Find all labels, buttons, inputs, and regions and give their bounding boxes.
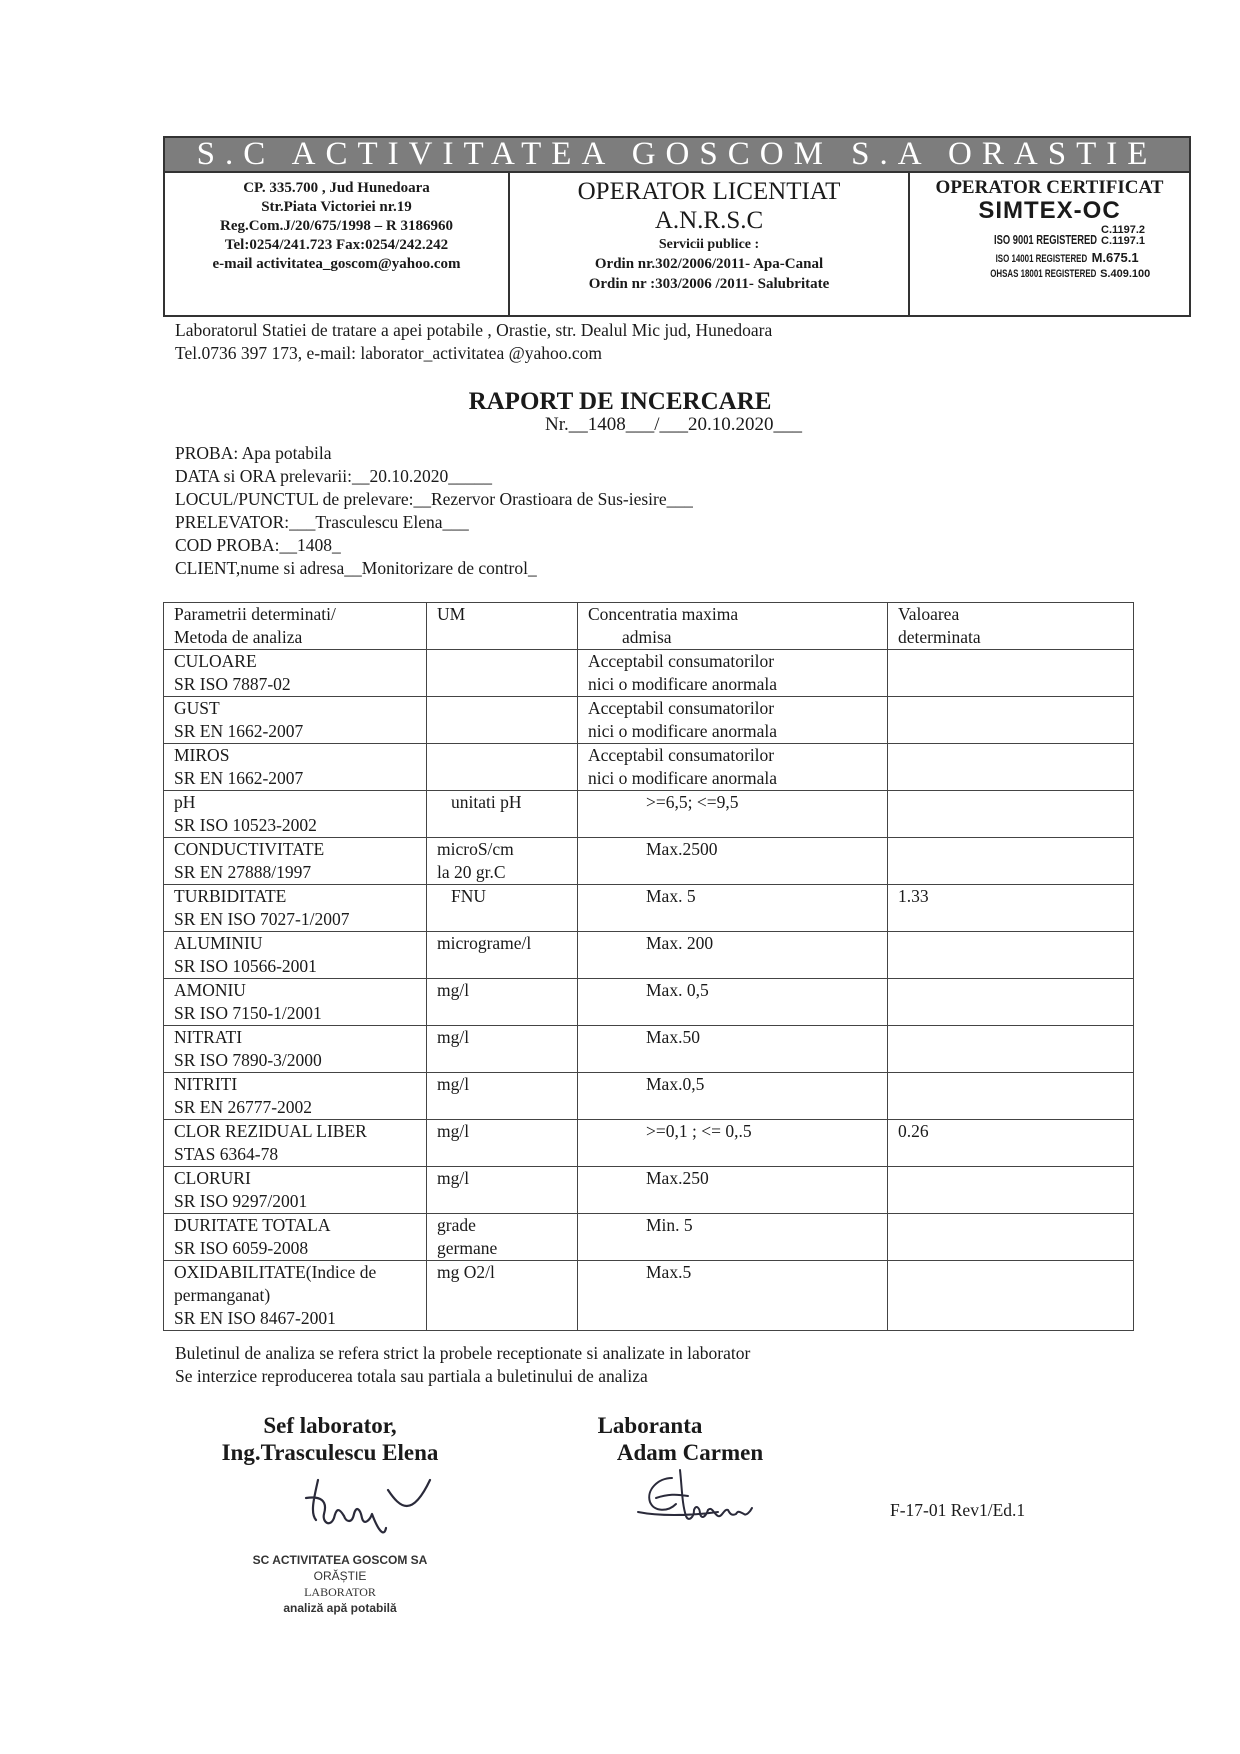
parameter-method: SR ISO 7890-3/2000 [174, 1050, 322, 1070]
parameter-method: permanganat) [174, 1285, 271, 1305]
parameter-method: SR EN 27888/1997 [174, 862, 312, 882]
table-row [164, 885, 1134, 932]
cell-determined-value [888, 1214, 1134, 1261]
address-line: Tel:0254/241.723 Fax:0254/242.242 [224, 237, 449, 253]
table-row [164, 650, 1134, 697]
max-value: Acceptabil consumatorilor [588, 651, 775, 671]
max-value: Max. 5 [646, 886, 696, 906]
header-text: Metoda de analiza [174, 627, 303, 647]
sample-code: COD PROBA:__1408_ [175, 535, 341, 555]
max-value: >=0,1 ; <= 0,.5 [646, 1121, 752, 1141]
table-row [164, 1073, 1134, 1120]
operator-title: OPERATOR LICENTIAT [577, 178, 841, 205]
parameter-name: ALUMINIU [174, 933, 263, 953]
table-row [164, 1120, 1134, 1167]
cell-um [427, 697, 578, 744]
cell-max-concentration [578, 650, 888, 697]
table-row [164, 1214, 1134, 1261]
header-parameter [164, 603, 427, 650]
cell-um [427, 979, 578, 1026]
cell-determined-value [888, 979, 1134, 1026]
parameter-name: NITRITI [174, 1074, 238, 1094]
parameter-method: SR ISO 6059-2008 [174, 1238, 309, 1258]
cell-um [427, 1026, 578, 1073]
um-value: la 20 gr.C [437, 862, 506, 882]
parameter-method: SR ISO 7887-02 [174, 674, 291, 694]
cell-determined-value [888, 885, 1134, 932]
order-line: Ordin nr.302/2006/2011- Apa-Canal [594, 256, 824, 272]
max-value: nici o modificare anormala [588, 674, 778, 694]
cell-parameter [164, 885, 427, 932]
header-text: admisa [622, 627, 672, 647]
signature-left-name: Ing.Trasculescu Elena [221, 1440, 439, 1465]
cert-standard: ISO 14001 REGISTERED [996, 253, 1088, 265]
services-label: Servicii publice : [658, 237, 760, 252]
cert-org: SIMTEX-OC [978, 197, 1121, 224]
cell-determined-value [888, 932, 1134, 979]
cell-max-concentration [578, 932, 888, 979]
signature-right-role: Laboranta [597, 1413, 703, 1438]
signature-left-handwriting [300, 1458, 440, 1548]
table-row [164, 838, 1134, 885]
um-value: microS/cm [437, 839, 514, 859]
parameter-name: CONDUCTIVITATE [174, 839, 325, 859]
table-row [164, 1026, 1134, 1073]
laboratory-stamp [240, 1552, 440, 1616]
operator-license-block [510, 171, 910, 315]
cert-row [910, 225, 1189, 247]
stamp-line: SC ACTIVITATEA GOSCOM SA [252, 1553, 428, 1567]
um-value: mg/l [437, 980, 470, 1000]
stamp-line: ORĂȘTIE [313, 1569, 367, 1583]
cell-determined-value [888, 1261, 1134, 1331]
parameter-name: TURBIDITATE [174, 886, 287, 906]
results-table [163, 602, 1134, 1331]
cell-um [427, 932, 578, 979]
sample-type: PROBA: Apa potabila [175, 443, 332, 463]
cell-max-concentration [578, 1167, 888, 1214]
parameter-method: SR EN 1662-2007 [174, 768, 304, 788]
parameter-name: OXIDABILITATE(Indice de [174, 1262, 377, 1282]
um-value: mg/l [437, 1168, 470, 1188]
um-value: germane [437, 1238, 498, 1258]
parameter-name: DURITATE TOTALA [174, 1215, 331, 1235]
sample-collector: PRELEVATOR:___Trasculescu Elena___ [175, 512, 469, 532]
signature-right-name: Adam Carmen [616, 1440, 764, 1465]
parameter-name: pH [174, 792, 196, 812]
cell-um [427, 838, 578, 885]
um-value: mg/l [437, 1027, 470, 1047]
table-row [164, 932, 1134, 979]
cell-determined-value [888, 838, 1134, 885]
cell-max-concentration [578, 838, 888, 885]
um-value: grade [437, 1215, 476, 1235]
max-value: >=6,5; <=9,5 [646, 792, 739, 812]
cell-um [427, 791, 578, 838]
cert-row [910, 250, 1189, 265]
cell-max-concentration [578, 744, 888, 791]
report-title: RAPORT DE INCERCARE [468, 388, 772, 415]
certification-block [910, 171, 1189, 315]
sample-client: CLIENT,nume si adresa__Monitorizare de control_ [175, 558, 537, 578]
header-um [427, 603, 578, 650]
cell-um [427, 1261, 578, 1331]
sample-date: DATA si ORA prelevarii:__20.10.2020_____ [175, 466, 492, 486]
header-text: determinata [898, 627, 981, 647]
parameter-method: SR EN 26777-2002 [174, 1097, 313, 1117]
footnote-line: Se interzice reproducerea totala sau partiala a buletinului de analiza [175, 1366, 648, 1386]
cell-um [427, 1073, 578, 1120]
cell-max-concentration [578, 1120, 888, 1167]
max-value: Max. 200 [646, 933, 714, 953]
cert-code: M.675.1 [1091, 250, 1139, 265]
cell-max-concentration [578, 1261, 888, 1331]
table-row [164, 791, 1134, 838]
signature-left-role: Sef laborator, [263, 1413, 397, 1438]
cell-max-concentration [578, 979, 888, 1026]
max-value: Max.50 [646, 1027, 700, 1047]
stamp-line: analiză apă potabilă [283, 1601, 397, 1615]
cell-parameter [164, 791, 427, 838]
cell-determined-value [888, 791, 1134, 838]
um-value: FNU [451, 886, 487, 906]
cert-row [910, 268, 1189, 280]
max-value: Max.0,5 [646, 1074, 705, 1094]
cell-determined-value [888, 1167, 1134, 1214]
header-text: UM [437, 604, 466, 624]
parameter-method: SR ISO 10523-2002 [174, 815, 317, 835]
header-text: Concentratia maxima [588, 604, 739, 624]
parameter-name: CLORURI [174, 1168, 251, 1188]
max-value: Max. 0,5 [646, 980, 709, 1000]
max-value: Max.5 [646, 1262, 692, 1282]
cell-parameter [164, 1167, 427, 1214]
cell-parameter [164, 744, 427, 791]
address-line: CP. 335.700 , Jud Hunedoara [243, 180, 430, 196]
parameter-name: CLOR REZIDUAL LIBER [174, 1121, 367, 1141]
parameter-method: SR EN ISO 7027-1/2007 [174, 909, 350, 929]
header-text: Valoarea [898, 604, 960, 624]
um-value: mg/l [437, 1074, 470, 1094]
max-value: Acceptabil consumatorilor [588, 745, 775, 765]
cell-determined-value [888, 650, 1134, 697]
parameter-method: SR EN ISO 8467-2001 [174, 1308, 336, 1328]
cell-parameter [164, 697, 427, 744]
cell-max-concentration [578, 791, 888, 838]
cell-parameter [164, 1120, 427, 1167]
parameter-name: MIROS [174, 745, 230, 765]
table-row [164, 1167, 1134, 1214]
cell-um [427, 885, 578, 932]
cell-parameter [164, 838, 427, 885]
um-value: mg O2/l [437, 1262, 495, 1282]
cell-um [427, 1167, 578, 1214]
order-line: Ordin nr :303/2006 /2011- Salubritate [588, 276, 830, 292]
table-row [164, 744, 1134, 791]
parameter-method: SR ISO 9297/2001 [174, 1191, 308, 1211]
header-value [888, 603, 1134, 650]
lab-contact: Tel.0736 397 173, e-mail: laborator_activitatea @yahoo.com [175, 343, 602, 363]
cell-max-concentration [578, 1026, 888, 1073]
cell-determined-value [888, 1073, 1134, 1120]
company-header [163, 136, 1191, 317]
parameter-method: SR ISO 10566-2001 [174, 956, 317, 976]
determined-value: 0.26 [898, 1121, 929, 1141]
parameter-name: GUST [174, 698, 220, 718]
cert-title: OPERATOR CERTIFICAT [935, 177, 1164, 198]
footnote-line: Buletinul de analiza se refera strict la probele receptionate si analizate in laborator [175, 1343, 751, 1363]
cell-determined-value [888, 1026, 1134, 1073]
cell-um [427, 650, 578, 697]
lab-address: Laboratorul Statiei de tratare a apei potabile , Orastie, str. Dealul Mic jud, Hunedoara [175, 320, 773, 340]
cell-determined-value [888, 1120, 1134, 1167]
cert-code: S.409.100 [1100, 268, 1151, 280]
cell-parameter [164, 650, 427, 697]
operator-org: A.N.R.S.C [654, 207, 764, 234]
table-row [164, 979, 1134, 1026]
cell-max-concentration [578, 697, 888, 744]
max-value: Max.2500 [646, 839, 718, 859]
parameter-method: SR EN 1662-2007 [174, 721, 304, 741]
um-value: mg/l [437, 1121, 470, 1141]
cert-code: C.1197.1 [1101, 235, 1146, 247]
address-line: Str.Piata Victoriei nr.19 [261, 199, 412, 215]
cert-standard: OHSAS 18001 REGISTERED [990, 268, 1097, 280]
cell-um [427, 1214, 578, 1261]
table-header-row [164, 603, 1134, 650]
cell-um [427, 1120, 578, 1167]
parameter-method: STAS 6364-78 [174, 1144, 279, 1164]
cell-parameter [164, 979, 427, 1026]
determined-value: 1.33 [898, 886, 929, 906]
header-max [578, 603, 888, 650]
cell-parameter [164, 1026, 427, 1073]
cell-parameter [164, 932, 427, 979]
um-value: unitati pH [451, 792, 522, 812]
cell-max-concentration [578, 885, 888, 932]
address-line: Reg.Com.J/20/675/1998 – R 3186960 [220, 218, 453, 234]
max-value: nici o modificare anormala [588, 768, 778, 788]
header-text: Parametrii determinati/ [174, 604, 336, 624]
signature-right-handwriting [628, 1464, 768, 1534]
table-row [164, 697, 1134, 744]
max-value: Max.250 [646, 1168, 709, 1188]
cell-um [427, 744, 578, 791]
cell-max-concentration [578, 1214, 888, 1261]
table-row [164, 1261, 1134, 1331]
stamp-line: LABORATOR [304, 1585, 376, 1599]
max-value: nici o modificare anormala [588, 721, 778, 741]
um-value: micrograme/l [437, 933, 532, 953]
cell-parameter [164, 1214, 427, 1261]
sample-location: LOCUL/PUNCTUL de prelevare:__Rezervor Orastioara de Sus-iesire___ [175, 489, 693, 509]
address-line: e-mail activitatea_goscom@yahoo.com [212, 256, 461, 272]
parameter-method: SR ISO 7150-1/2001 [174, 1003, 322, 1023]
cert-standard: ISO 9001 REGISTERED [993, 232, 1097, 247]
cell-determined-value [888, 697, 1134, 744]
cell-parameter [164, 1073, 427, 1120]
cell-parameter [164, 1261, 427, 1331]
cert-code: C.1197.2 [1101, 224, 1146, 236]
footnotes [175, 1342, 750, 1388]
parameter-name: CULOARE [174, 651, 257, 671]
cell-determined-value [888, 744, 1134, 791]
form-code: F-17-01 Rev1/Ed.1 [890, 1500, 1026, 1520]
max-value: Acceptabil consumatorilor [588, 698, 775, 718]
parameter-name: NITRATI [174, 1027, 243, 1047]
parameter-name: AMONIU [174, 980, 246, 1000]
company-address-block [165, 171, 510, 315]
cell-max-concentration [578, 1073, 888, 1120]
company-name: S.C ACTIVITATEA GOSCOM S.A ORASTIE [165, 138, 1189, 173]
max-value: Min. 5 [646, 1215, 693, 1235]
report-number: Nr.__1408___/___20.10.2020___ [545, 414, 803, 435]
